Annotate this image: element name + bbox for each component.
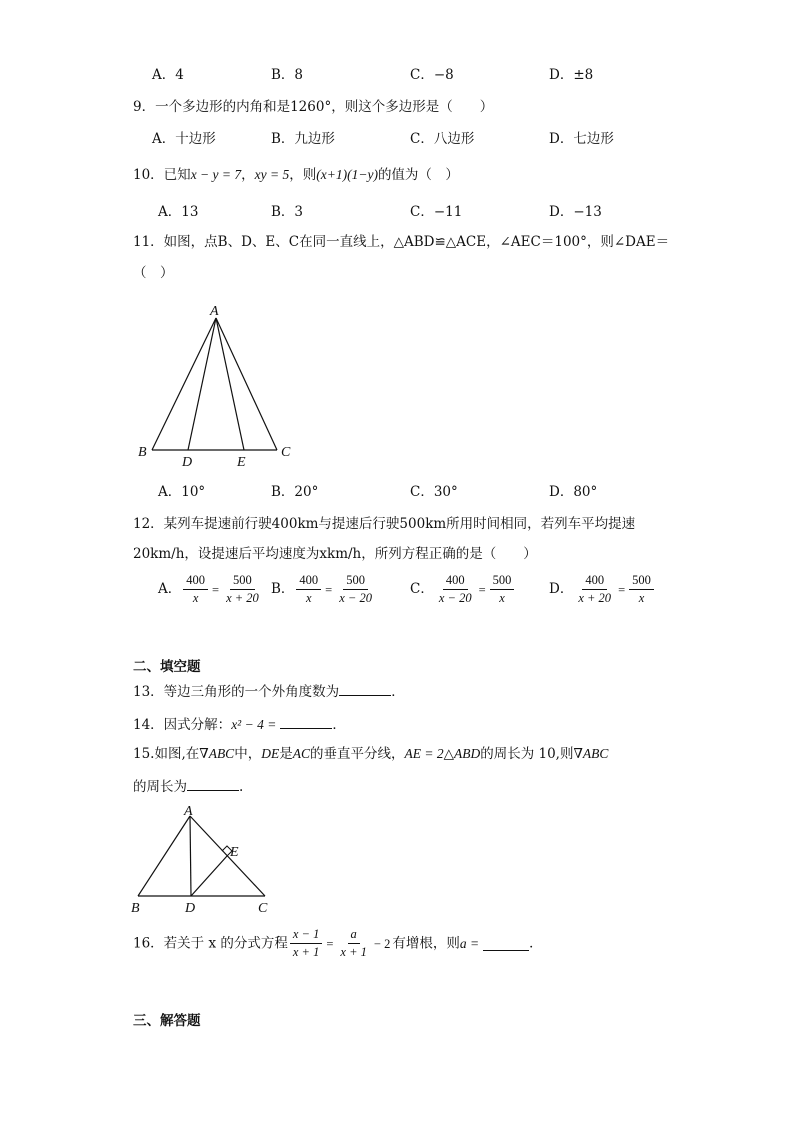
q15-line-ab	[138, 816, 190, 896]
q12-b-left-fraction	[296, 573, 321, 606]
q12-stem-line2: 20km/h，设提速后平均速度为xkm/h，所列方程正确的是（ ）	[133, 546, 537, 562]
q11-option-a: A．10°	[158, 484, 206, 500]
q12-option-a	[158, 573, 264, 606]
q11-stem-line2: （ ）	[133, 265, 174, 281]
q11-line-ac	[216, 318, 277, 450]
q11-label-e: E	[237, 455, 246, 470]
q16-p2: 有增根，则	[392, 935, 460, 952]
q13-stem: 13．等边三角形的一个外角度数为	[133, 684, 340, 700]
q15-line1	[133, 745, 608, 763]
q15-label-d: D	[185, 901, 196, 916]
q12-d-right-fraction	[629, 573, 654, 606]
q12-b-ld: x	[306, 591, 312, 605]
q11-label-a: A	[210, 304, 219, 319]
q12-c-eq: =	[478, 582, 486, 597]
q16-f2n: a	[348, 927, 360, 944]
q11-label-b: B	[138, 445, 147, 460]
q14-end: ．	[332, 717, 346, 733]
q15-answer-blank[interactable]	[187, 776, 239, 791]
q11-option-b: B．20°	[271, 484, 319, 500]
q10-option-b: B．3	[271, 204, 304, 220]
q16-end: ．	[529, 935, 543, 952]
q12-d-ln: 400	[582, 573, 607, 590]
q12-d-left-fraction	[575, 573, 614, 606]
q11-triangle-figure	[130, 298, 300, 470]
q16-f1n: x − 1	[290, 927, 322, 944]
q15-tri1: ∇ABC	[199, 746, 235, 761]
q12-d-rn: 500	[629, 573, 654, 590]
q15-ae: AE = 2	[404, 746, 444, 761]
q12-option-d-label: D．	[549, 581, 574, 597]
q15-p3: 是	[279, 746, 293, 762]
q15-de: DE	[261, 746, 280, 761]
q12-a-ln: 400	[183, 573, 208, 590]
q12-b-eq: =	[325, 582, 333, 597]
q16-eq: =	[326, 936, 334, 951]
q16-right-fraction	[337, 927, 369, 960]
q13-end: ．	[391, 684, 405, 700]
q16-left-fraction	[290, 927, 322, 960]
q12-c-rd: x	[499, 591, 505, 605]
q8-option-a: A．4	[152, 67, 184, 83]
q16-f1d: x + 1	[292, 945, 320, 959]
q10-sep: ，	[241, 167, 255, 183]
q12-c-ln: 400	[443, 573, 468, 590]
q12-a-right-fraction	[223, 573, 262, 606]
q12-a-eq: =	[212, 582, 220, 597]
q15-tri2: ∇ABC	[573, 746, 609, 761]
q15-label-c: C	[258, 901, 268, 916]
q10-option-d: D．−13	[549, 204, 602, 220]
q12-d-eq: =	[618, 582, 626, 597]
q9-option-a: A．十边形	[152, 131, 216, 147]
q16	[133, 927, 543, 960]
q11-line-ab	[152, 318, 216, 450]
q12-option-b	[271, 573, 377, 606]
q10-suffix: 的值为（ ）	[377, 167, 459, 183]
q9-option-d: D．七边形	[549, 131, 614, 147]
q12-option-a-label: A．	[158, 581, 182, 597]
q14-expr: x² − 4 =	[231, 717, 277, 732]
q15-line-de	[191, 856, 227, 896]
q9-stem: 9．一个多边形的内角和是1260°，则这个多边形是（ ）	[133, 99, 494, 115]
q15-label-a: A	[184, 804, 193, 819]
q10-option-c: C．−11	[410, 204, 463, 220]
q15-triangle-figure	[128, 804, 278, 916]
q12-c-rn: 500	[490, 573, 515, 590]
q11-label-d: D	[182, 455, 193, 470]
q16-p1: 16．若关于 x 的分式方程	[133, 935, 288, 952]
q15-end: .	[239, 779, 244, 795]
q16-answer-blank[interactable]	[483, 936, 529, 951]
q12-b-right-fraction	[336, 573, 375, 606]
q12-c-right-fraction	[490, 573, 515, 606]
q11-option-c: C．30°	[410, 484, 458, 500]
q16-a: a =	[459, 935, 480, 951]
q12-c-left-fraction	[436, 573, 475, 606]
q12-a-rn: 500	[230, 573, 255, 590]
q9-option-b: B．九边形	[271, 131, 335, 147]
q15-line2-text: 的周长为	[133, 779, 187, 795]
q16-minus: − 2	[373, 936, 391, 951]
q15-p2: 中，	[234, 746, 262, 762]
q12-d-ld: x + 20	[578, 591, 612, 605]
q12-b-rn: 500	[343, 573, 368, 590]
q14-answer-blank[interactable]	[280, 714, 332, 729]
q12-b-ln: 400	[296, 573, 321, 590]
q10-prefix: 10．已知	[133, 167, 191, 183]
q12-stem-line1: 12．某列车提速前行驶400km与提速后行驶500km所用时间相同，若列车平均提速	[133, 516, 636, 532]
q11-label-c: C	[281, 445, 291, 460]
q10-stem	[133, 166, 459, 184]
q12-a-ld: x	[192, 591, 199, 605]
q11-line-ae	[216, 318, 244, 450]
q15-line-ad	[190, 816, 191, 896]
q8-option-b: B．8	[271, 67, 304, 83]
q13	[133, 681, 405, 701]
q12-d-rd: x	[638, 591, 645, 605]
q15-line2	[133, 776, 243, 796]
q12-a-left-fraction	[183, 573, 208, 606]
q10-mid: ，则	[289, 167, 317, 183]
q15-label-e: E	[230, 845, 239, 860]
q8-option-c: C．−8	[410, 67, 454, 83]
q15-ac: AC	[292, 746, 310, 761]
q16-f2d: x + 1	[340, 945, 367, 959]
q10-option-a: A．13	[158, 204, 199, 220]
q15-p5: 的周长为 10,则	[480, 746, 574, 762]
q12-option-c	[410, 573, 516, 606]
q14-stem: 14．因式分解：	[133, 717, 232, 733]
q12-option-c-label: C．	[410, 581, 434, 597]
q12-option-d	[549, 573, 656, 606]
q11-line-ad	[188, 318, 216, 450]
q9-option-c: C．八边形	[410, 131, 475, 147]
q15-label-b: B	[131, 901, 140, 916]
q8-option-d: D．±8	[549, 67, 594, 83]
q14	[133, 714, 346, 734]
q15-abd: △ABD	[443, 746, 481, 761]
q12-c-ld: x − 20	[438, 591, 472, 605]
q15-p1: 15.如图,在	[133, 746, 200, 762]
q13-answer-blank[interactable]	[339, 681, 391, 696]
q12-a-rd: x + 20	[226, 591, 259, 605]
q10-expr: (x+1)(1−y)	[316, 167, 378, 182]
q12-option-b-label: B．	[271, 581, 295, 597]
q10-cond1: x − y = 7	[190, 167, 242, 182]
q11-stem-line1: 11．如图，点B、D、E、C在同一直线上，△ABD≌△ACE，∠AEC＝100°，则∠DAE＝	[133, 234, 670, 250]
q15-p4: 的垂直平分线，	[309, 746, 405, 762]
section-solve-title: 三、解答题	[133, 1013, 201, 1029]
section-fill-in-title: 二、填空题	[133, 659, 201, 675]
q12-b-rd: x − 20	[339, 591, 372, 605]
q11-option-d: D．80°	[549, 484, 598, 500]
q10-cond2: xy = 5	[254, 167, 290, 182]
